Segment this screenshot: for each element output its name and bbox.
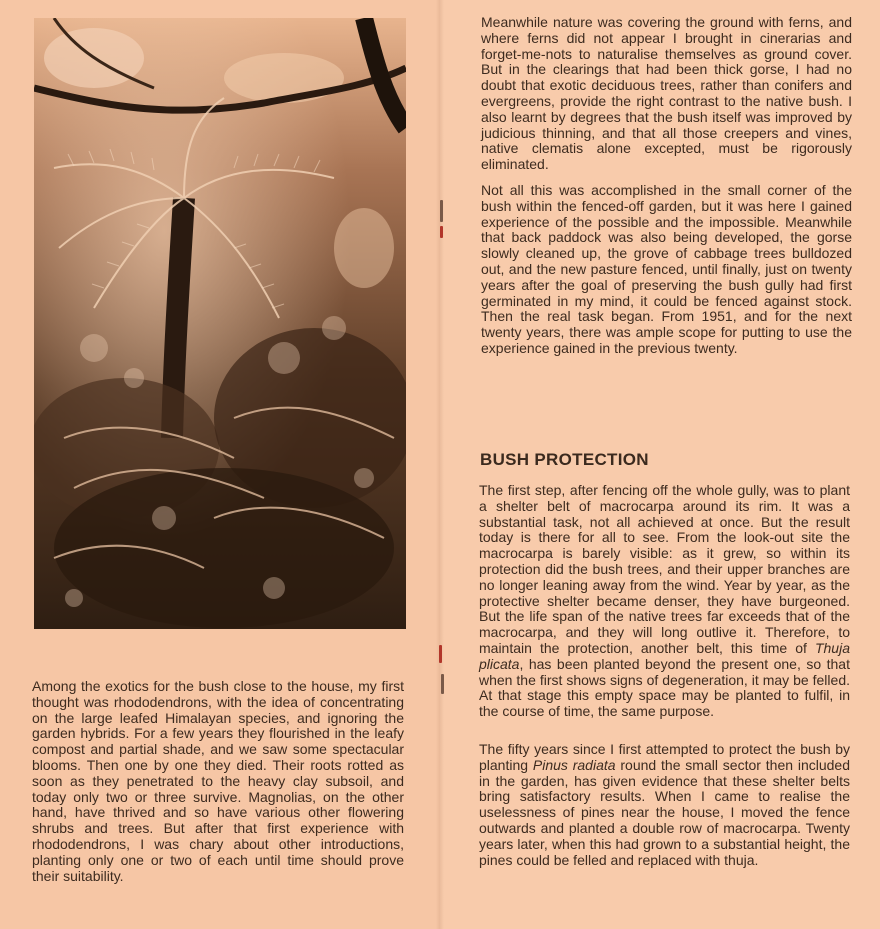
left-paragraph-text: Among the exotics for the bush close to the house, my first thought was rhododendrons, with the idea of concentrating on the large leafed Himalayan species, and ignoring the garden hybrids. For a few years they flourished in the leafy compost and partial shade, and we saw some spectacular blooms. Then one by one they died. Their roots rotted as soon as they penetrated to the heavy clay subsoil, and today only two or three survive. Magnolias, on the other hand, have thrived and so have various other flowering shrubs and trees. But after that first experience with rhododendrons, I was chary about other introductions, planting only one or two of each until time should prove their suitability. bbox=[32, 678, 404, 884]
right-paragraph-4-text bbox=[479, 742, 850, 868]
para4-before: The fifty years since I first attempted to protect the bush by planting bbox=[479, 741, 850, 773]
right-paragraph-1-text: Meanwhile nature was covering the ground with ferns, and where ferns did not appear I brought in cinerarias and forget-me-nots to naturalise themselves as ground cover. But in the clearings that had been thick gorse, I had no doubt that exotic deciduous trees, rather than conifers and evergreens, provide the right contrast to the native bush. I also learnt by degrees that the bush itself was improved by judicious thinning, and that all those creepers and vines, native clematis alone excepted, must be rigorously eliminated. bbox=[481, 14, 852, 173]
tree-fern-photo bbox=[34, 18, 406, 629]
section-heading: BUSH PROTECTION bbox=[480, 450, 649, 469]
right-paragraph-2 bbox=[481, 183, 852, 357]
left-paragraph bbox=[32, 679, 404, 884]
para3-after: , has been planted beyond the present one, so that when the first shows signs of degeneration, it may be felled. At that stage this empty space may be planted to fulfil, in the course of time, the same purpose. bbox=[479, 655, 850, 720]
binding-thread-bottom bbox=[439, 645, 442, 663]
page-gutter bbox=[436, 0, 444, 929]
binding-staple-top bbox=[440, 200, 443, 222]
binding-staple-bottom bbox=[441, 674, 444, 694]
right-paragraph-1 bbox=[481, 15, 852, 173]
right-paragraph-3-text bbox=[479, 483, 850, 720]
right-paragraph-4 bbox=[479, 742, 850, 868]
tree-fern-photo-art bbox=[34, 18, 406, 629]
para3-species: Thuja plicata bbox=[479, 639, 850, 672]
binding-thread-top bbox=[440, 226, 443, 238]
para4-after: round the small sector then included in the garden, has given evidence that these shelter belts bring satisfactory results. When I came to realise the uselessness of pines near the house, I moved the fence outwards and planted a double row of macrocarpa. Twenty years later, when this had grown to a substantial height, the pines could be felled and replaced with thuja. bbox=[479, 756, 850, 868]
right-paragraph-3 bbox=[479, 483, 850, 720]
para4-species: Pinus radiata bbox=[532, 756, 616, 773]
para3-before: The first step, after fencing off the whole gully, was to plant a shelter belt of macrocarpa around its rim. It was a substantial task, not all achieved at once. But the result today is there for all to see. From the look-out site the macrocarpa is barely visible: as it grew, so within its protection did the bush trees, and their upper branches are no longer leaning away from the wind. Year by year, as the protective shelter became denser, they have burgeoned. But the life span of the native trees far exceeds that of the macrocarpa, and they will long outlive it. Therefore, to maintain the protection, another belt, this time of bbox=[479, 482, 850, 656]
right-paragraph-2-text: Not all this was accomplished in the small corner of the bush within the fenced-off garden, but it was here I gained experience of the possible and the impossible. Meanwhile that back paddock was also being developed, the gorse slowly cleaned up, the grove of cabbage trees bulldozed out, and the new pasture fenced, until finally, just on twenty years after the goal of preserving the bush gully had first germinated in my mind, it could be fenced against stock. Then the real task began. From 1951, and for the next twenty years, there was ample scope for putting to use the experience gained in the previous twenty. bbox=[481, 182, 852, 356]
